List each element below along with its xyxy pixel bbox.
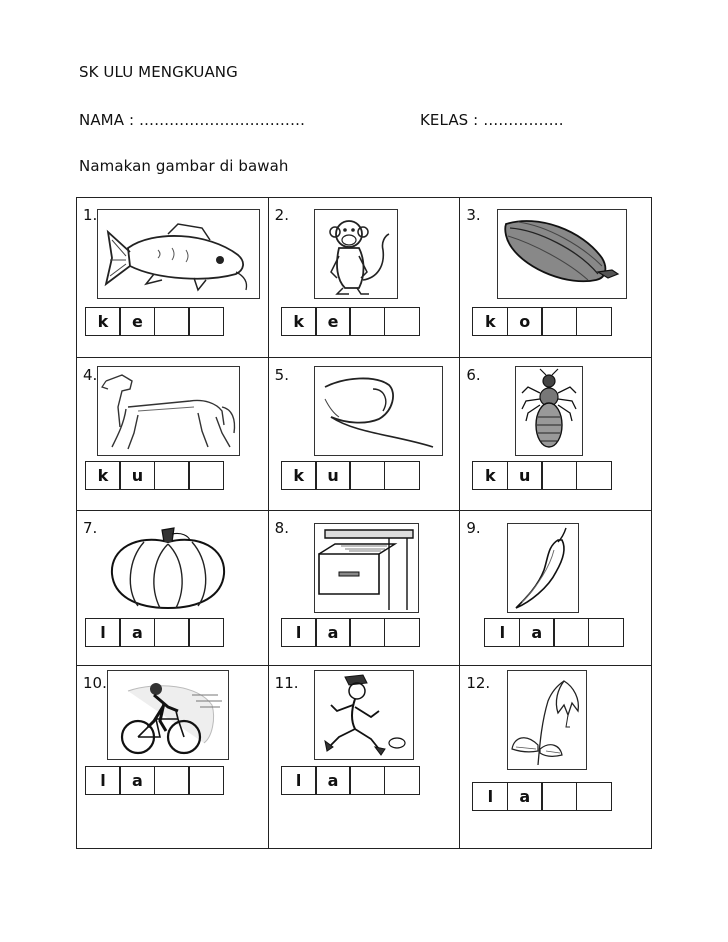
exercise-cell-8 bbox=[268, 511, 460, 666]
letter-box: o bbox=[507, 307, 543, 336]
item-number: 6. bbox=[466, 366, 481, 384]
letter-box: l bbox=[85, 766, 121, 795]
item-number: 3. bbox=[466, 206, 481, 224]
item-number: 11. bbox=[274, 674, 299, 692]
letter-box: l bbox=[281, 618, 317, 647]
running-man-picture bbox=[314, 670, 414, 760]
chili-picture bbox=[507, 523, 579, 613]
letter-box[interactable] bbox=[188, 307, 224, 336]
drawer-icon bbox=[315, 524, 418, 612]
letter-box: a bbox=[519, 618, 555, 647]
letter-boxes bbox=[484, 618, 623, 647]
item-number: 1. bbox=[83, 206, 98, 224]
letter-box: u bbox=[315, 461, 351, 490]
letter-box[interactable] bbox=[188, 618, 224, 647]
item-number: 2. bbox=[274, 206, 289, 224]
fish-picture bbox=[97, 209, 260, 299]
running-man-icon bbox=[315, 671, 413, 759]
letter-box: k bbox=[281, 307, 317, 336]
pumpkin-picture bbox=[107, 523, 231, 613]
item-number: 10. bbox=[83, 674, 107, 692]
letter-box[interactable] bbox=[541, 782, 577, 811]
letter-boxes bbox=[281, 618, 420, 647]
letter-box: u bbox=[119, 461, 155, 490]
letter-box[interactable] bbox=[349, 461, 385, 490]
exercise-cell-7 bbox=[77, 511, 269, 666]
letter-box[interactable] bbox=[188, 766, 224, 795]
letter-box[interactable] bbox=[154, 766, 190, 795]
exercise-cell-6 bbox=[460, 358, 652, 511]
item-number: 9. bbox=[466, 519, 481, 537]
item-number: 8. bbox=[274, 519, 289, 537]
letter-box[interactable] bbox=[588, 618, 624, 647]
pumpkin-icon bbox=[108, 524, 230, 612]
item-number: 4. bbox=[83, 366, 98, 384]
exercise-cell-4 bbox=[77, 358, 269, 511]
letter-boxes bbox=[85, 766, 224, 795]
exercise-cell-11 bbox=[268, 666, 460, 849]
letter-boxes bbox=[85, 461, 224, 490]
flower-picture bbox=[507, 670, 587, 770]
cyclist-icon bbox=[108, 671, 228, 759]
letter-box: k bbox=[472, 461, 508, 490]
letter-box[interactable] bbox=[384, 461, 420, 490]
school-name: SK ULU MENGKUANG bbox=[79, 63, 238, 81]
letter-boxes bbox=[85, 307, 224, 336]
fingernail-icon bbox=[315, 367, 442, 455]
exercise-cell-10 bbox=[77, 666, 269, 849]
letter-box[interactable] bbox=[541, 461, 577, 490]
name-field-label: NAMA : …………………………… bbox=[79, 111, 306, 129]
letter-box[interactable] bbox=[576, 461, 612, 490]
flower-icon bbox=[508, 671, 586, 769]
letter-box: l bbox=[484, 618, 520, 647]
letter-boxes bbox=[472, 307, 611, 336]
seed-pod-icon bbox=[498, 210, 626, 298]
letter-boxes bbox=[472, 782, 611, 811]
chili-icon bbox=[508, 524, 578, 612]
letter-box[interactable] bbox=[349, 618, 385, 647]
letter-boxes bbox=[281, 461, 420, 490]
letter-box[interactable] bbox=[541, 307, 577, 336]
letter-box: e bbox=[315, 307, 351, 336]
letter-box[interactable] bbox=[576, 307, 612, 336]
horse-icon bbox=[98, 367, 239, 455]
letter-box: k bbox=[85, 307, 121, 336]
class-field-label: KELAS : ……………. bbox=[420, 111, 564, 129]
letter-box: e bbox=[119, 307, 155, 336]
letter-box[interactable] bbox=[154, 461, 190, 490]
louse-picture bbox=[515, 366, 583, 456]
letter-box: a bbox=[315, 618, 351, 647]
exercise-cell-9 bbox=[460, 511, 652, 666]
letter-box[interactable] bbox=[188, 461, 224, 490]
letter-box: k bbox=[472, 307, 508, 336]
letter-boxes bbox=[281, 307, 420, 336]
exercise-cell-5 bbox=[268, 358, 460, 511]
letter-box: k bbox=[85, 461, 121, 490]
letter-box: l bbox=[85, 618, 121, 647]
letter-box: l bbox=[472, 782, 508, 811]
letter-box: a bbox=[119, 766, 155, 795]
letter-box[interactable] bbox=[154, 618, 190, 647]
exercise-cell-12 bbox=[460, 666, 652, 849]
letter-box[interactable] bbox=[384, 618, 420, 647]
exercise-grid bbox=[76, 197, 652, 849]
item-number: 5. bbox=[274, 366, 289, 384]
letter-box[interactable] bbox=[349, 766, 385, 795]
letter-box[interactable] bbox=[349, 307, 385, 336]
letter-box[interactable] bbox=[384, 766, 420, 795]
horse-picture bbox=[97, 366, 240, 456]
instruction-text: Namakan gambar di bawah bbox=[79, 157, 289, 175]
fingernail-picture bbox=[314, 366, 443, 456]
item-number: 12. bbox=[466, 674, 491, 692]
exercise-cell-3 bbox=[460, 198, 652, 358]
letter-box[interactable] bbox=[553, 618, 589, 647]
letter-box[interactable] bbox=[384, 307, 420, 336]
letter-boxes bbox=[85, 618, 224, 647]
letter-box: a bbox=[119, 618, 155, 647]
letter-boxes bbox=[472, 461, 611, 490]
item-number: 7. bbox=[83, 519, 98, 537]
louse-icon bbox=[516, 367, 582, 455]
letter-box[interactable] bbox=[576, 782, 612, 811]
monkey-icon bbox=[315, 210, 397, 298]
letter-box: a bbox=[315, 766, 351, 795]
monkey-picture bbox=[314, 209, 398, 299]
seed-pod-picture bbox=[497, 209, 627, 299]
letter-box: k bbox=[281, 461, 317, 490]
letter-box: a bbox=[507, 782, 543, 811]
letter-boxes bbox=[281, 766, 420, 795]
letter-box[interactable] bbox=[154, 307, 190, 336]
letter-box: u bbox=[507, 461, 543, 490]
letter-box: l bbox=[281, 766, 317, 795]
exercise-cell-2 bbox=[268, 198, 460, 358]
cyclist-picture bbox=[107, 670, 229, 760]
drawer-picture bbox=[314, 523, 419, 613]
exercise-cell-1 bbox=[77, 198, 269, 358]
fish-icon bbox=[98, 210, 259, 298]
